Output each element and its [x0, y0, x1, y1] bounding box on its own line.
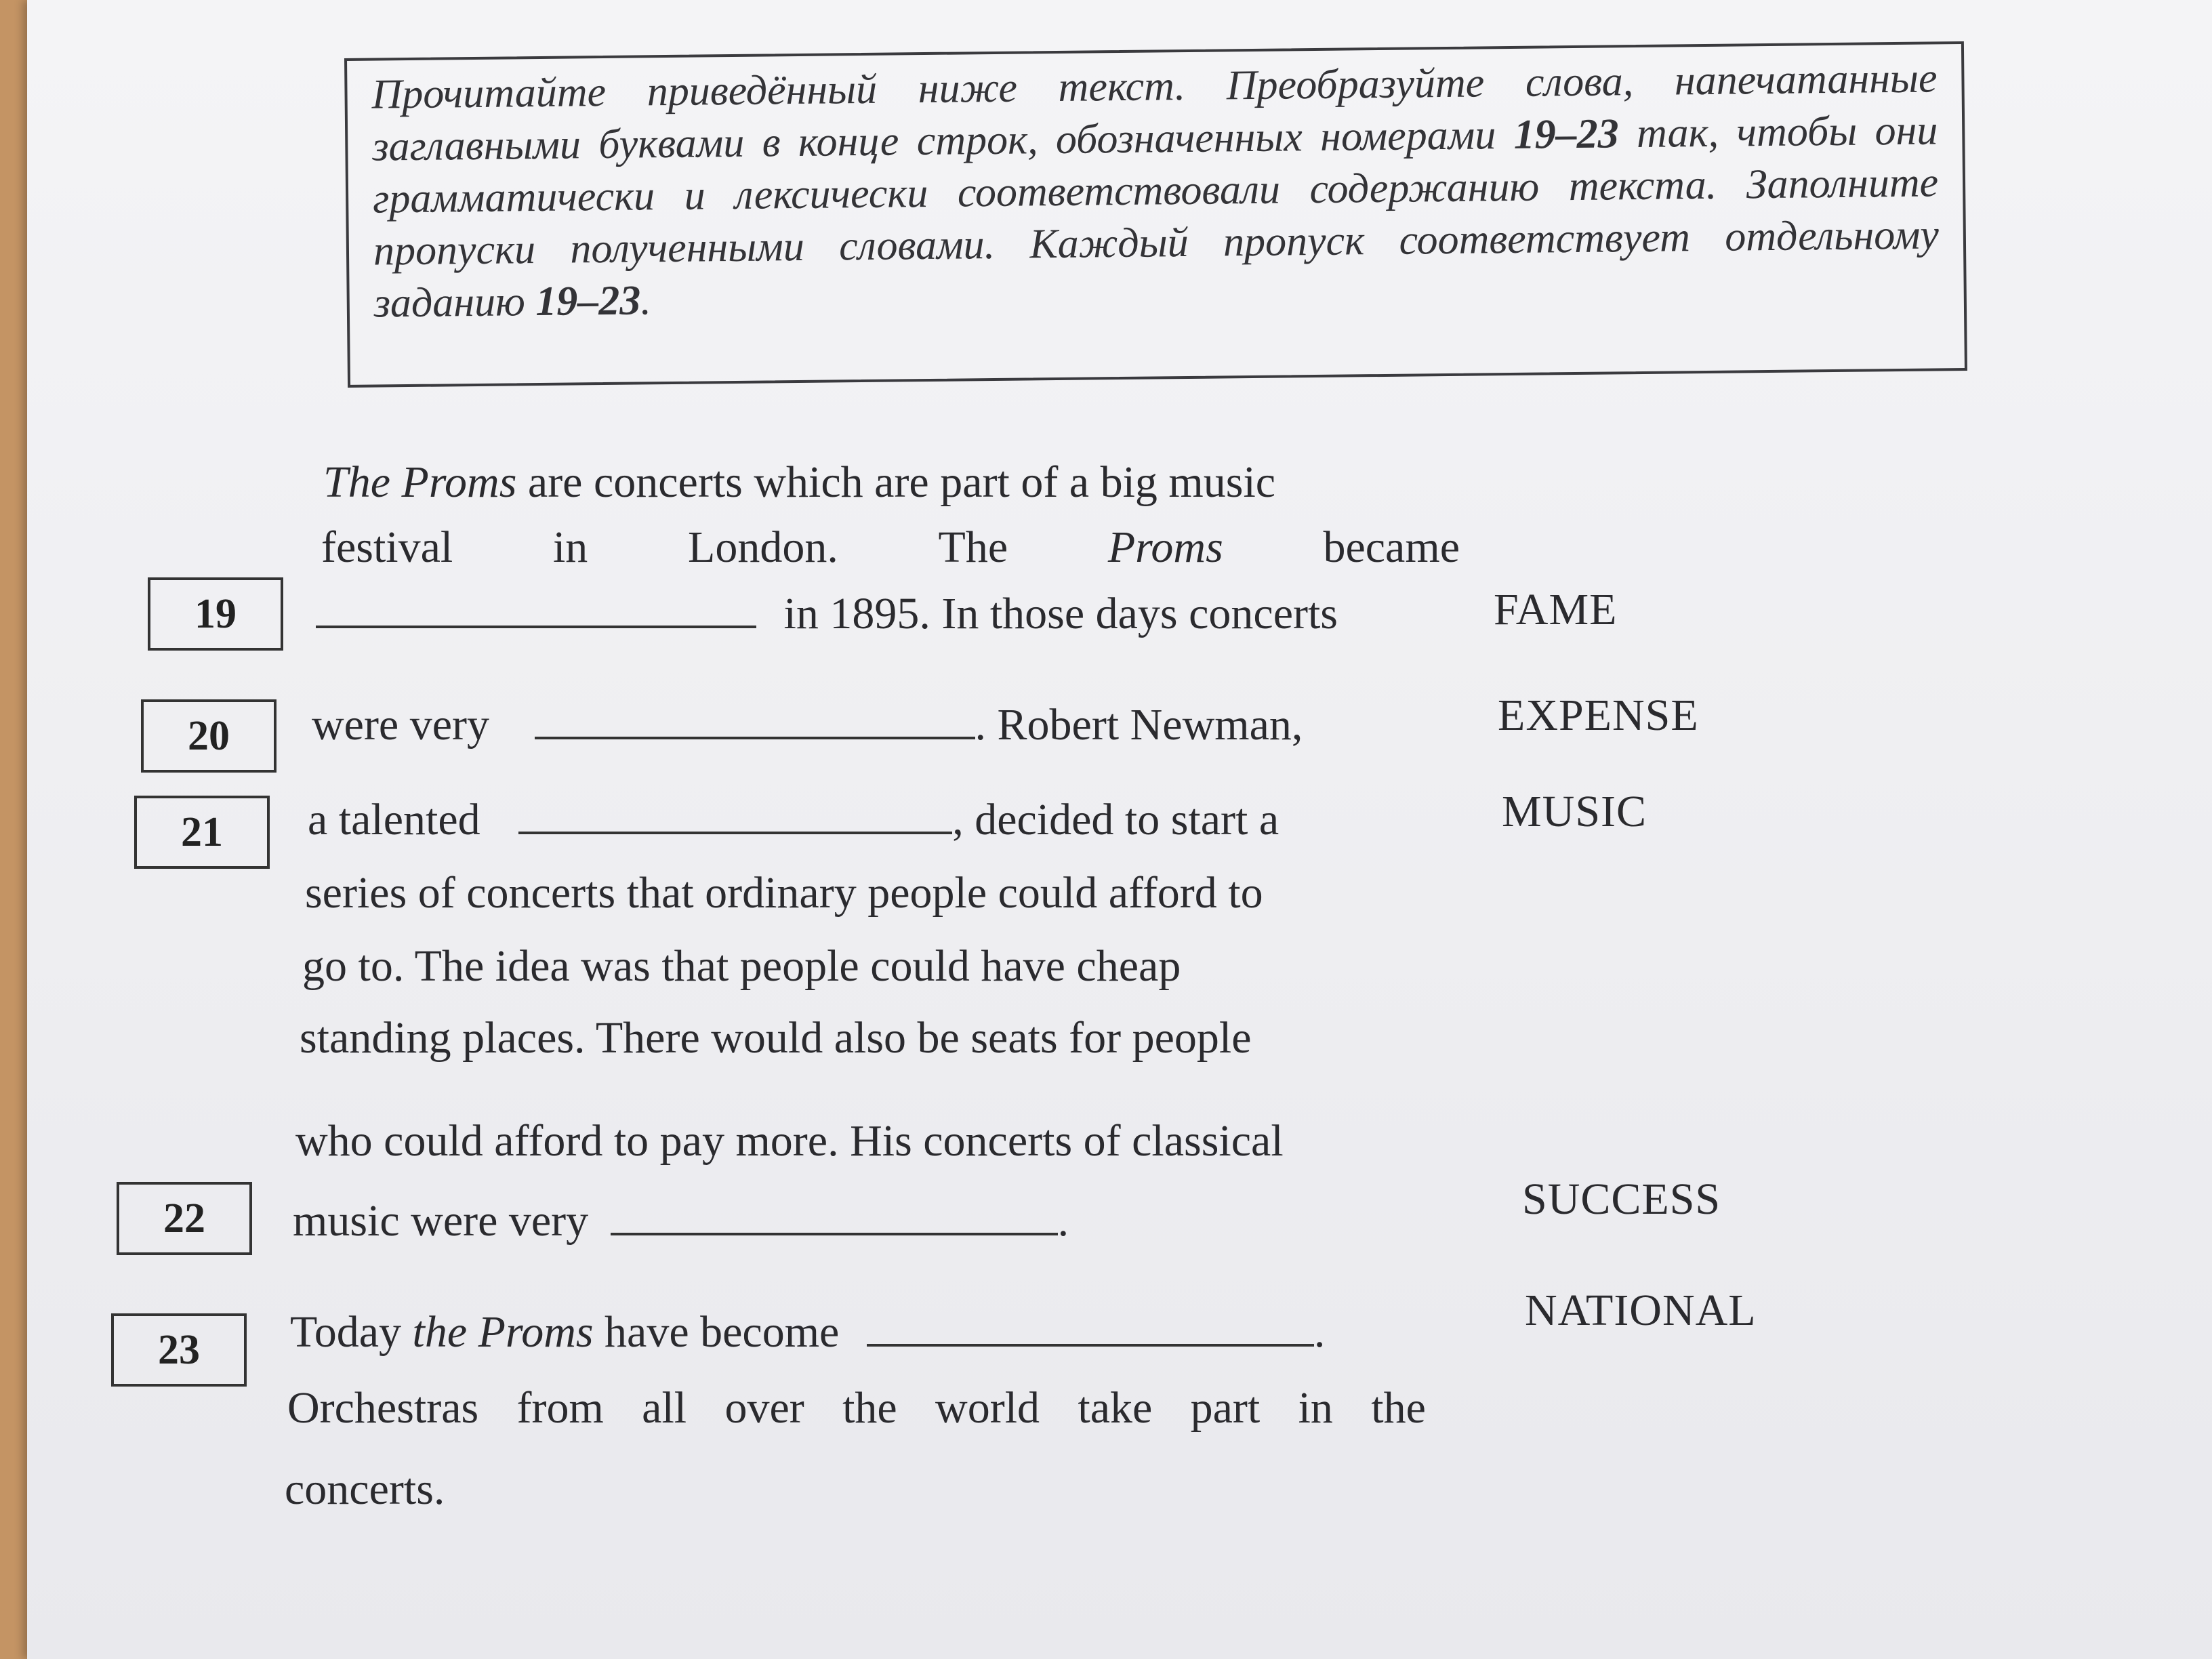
line-4-part-a: were very — [312, 700, 490, 750]
instruction-box — [344, 41, 1967, 388]
line-10-text: music were very — [293, 1196, 589, 1246]
answer-blank-19[interactable] — [316, 590, 756, 628]
instruction-text — [371, 52, 1940, 329]
text-line-3 — [316, 588, 1338, 640]
task-number-22: 22 — [117, 1182, 252, 1255]
instruction-part-1: Прочитайте приведённый ниже текст. Преобразуйте слова, напечатанные заглавными буквами в конце строк, обозначенных номерами — [371, 55, 1938, 170]
text-line-1 — [323, 457, 1275, 508]
text-line-13: concerts. — [285, 1465, 445, 1514]
line-12-word: in — [1298, 1383, 1333, 1433]
word-in: in — [552, 523, 588, 572]
task-number-20: 20 — [141, 699, 276, 773]
task-number-19: 19 — [148, 577, 283, 651]
keyword-success: SUCCESS — [1522, 1174, 1721, 1224]
task-number-21: 21 — [134, 796, 270, 869]
text-line-2 — [321, 522, 1460, 573]
text-line-11 — [290, 1307, 1325, 1358]
text-line-4 — [312, 699, 1303, 751]
line-12-word: the — [1371, 1383, 1426, 1433]
answer-blank-20[interactable] — [535, 701, 975, 739]
text-line-12 — [287, 1382, 1426, 1434]
line-12-word: over — [724, 1383, 804, 1433]
line-1-rest: are concerts which are part of a big music — [527, 457, 1276, 507]
line-11-part-b: have become — [605, 1307, 840, 1357]
line-12-word: part — [1190, 1383, 1261, 1433]
line-12-word: Orchestras — [287, 1383, 479, 1433]
answer-blank-21[interactable] — [518, 796, 952, 834]
text-line-7: go to. The idea was that people could have cheap — [302, 941, 1181, 991]
line-4-part-b: . Robert Newman, — [975, 700, 1303, 750]
word-festival: festival — [321, 523, 453, 572]
keyword-national: NATIONAL — [1525, 1286, 1757, 1335]
exam-sheet — [27, 0, 2212, 1659]
keyword-music: MUSIC — [1502, 787, 1647, 836]
text-line-6: series of concerts that ordinary people could afford to — [305, 868, 1263, 918]
keyword-expense: EXPENSE — [1498, 691, 1699, 740]
line-3-text: in 1895. In those days concerts — [783, 589, 1338, 638]
line-12-word: all — [642, 1383, 687, 1433]
text-line-5 — [308, 794, 1279, 846]
line-12-word: from — [516, 1383, 604, 1433]
word-became: became — [1323, 523, 1460, 572]
line-11-part-a: Today — [290, 1307, 402, 1357]
word-proms: Proms — [1107, 523, 1223, 572]
text-line-10 — [293, 1195, 1069, 1247]
instruction-end: . — [640, 277, 652, 324]
answer-blank-23[interactable] — [867, 1309, 1314, 1347]
text-line-9: who could afford to pay more. His concerts of classical — [295, 1116, 1284, 1166]
line-5-part-a: a talented — [308, 795, 480, 844]
line-12-word: take — [1078, 1383, 1153, 1433]
line-11-end: . — [1313, 1307, 1326, 1357]
line-5-part-b: , decided to start a — [952, 795, 1279, 844]
task-number-23: 23 — [111, 1313, 247, 1387]
line-12-word: world — [935, 1383, 1040, 1433]
line-12-word: the — [842, 1383, 897, 1433]
answer-blank-22[interactable] — [611, 1197, 1058, 1235]
instruction-range-1: 19–23 — [1513, 110, 1620, 158]
instruction-range-2: 19–23 — [535, 277, 641, 325]
instruction-part-2: так, чтобы они грамматически и лексически соответствовали содержанию текста. Заполните пропуски полученными словами. Каждый пропуск соответствует отдельному заданию — [372, 107, 1940, 327]
word-the: The — [938, 523, 1008, 572]
line-11-italic: the Proms — [412, 1307, 594, 1357]
text-line-8: standing places. There would also be seats for people — [300, 1013, 1252, 1063]
proms-italic: The Proms — [323, 457, 517, 507]
keyword-fame: FAME — [1494, 585, 1618, 634]
word-london: London. — [688, 523, 838, 572]
line-10-end: . — [1057, 1196, 1069, 1246]
